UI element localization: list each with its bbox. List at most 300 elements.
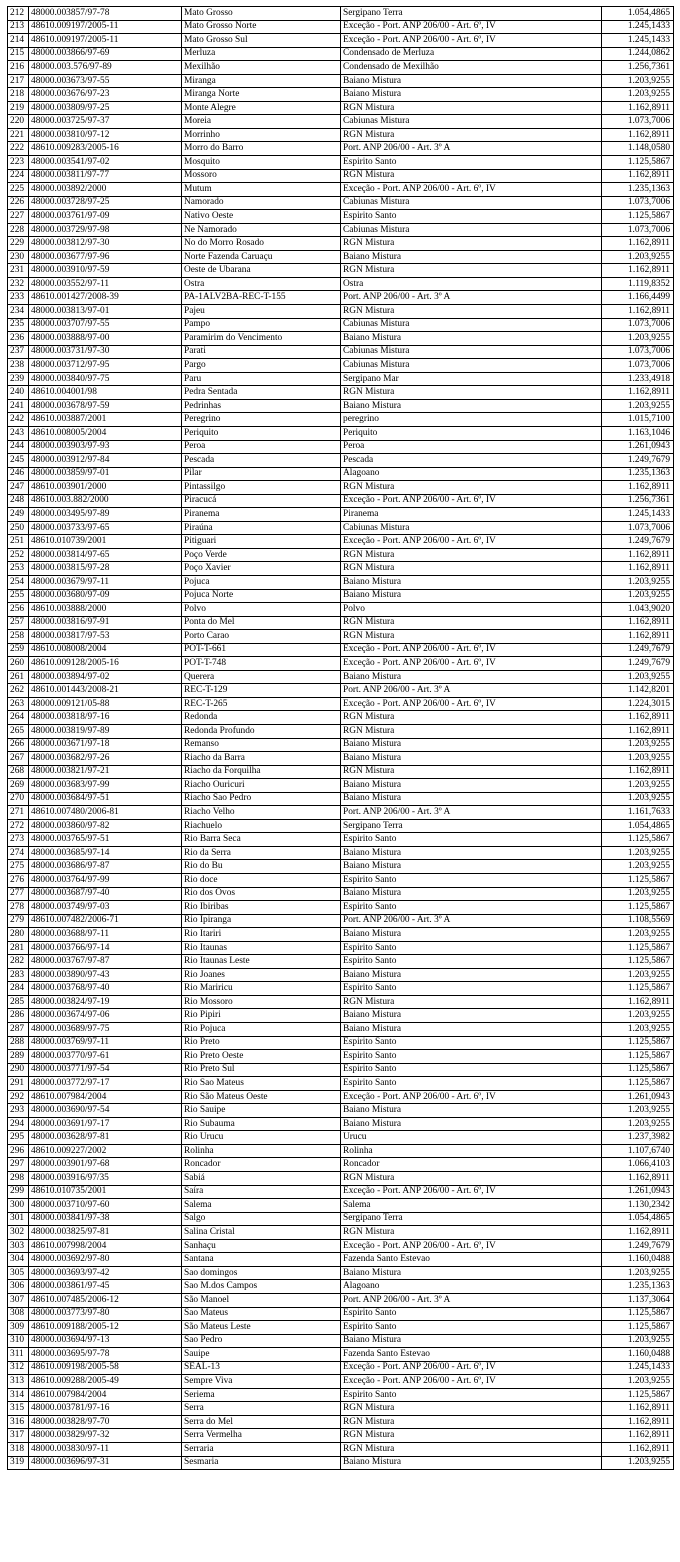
- row-number-cell: 273: [8, 833, 29, 847]
- process-number-cell: 48000.003773/97-80: [29, 1307, 182, 1321]
- oil-type-cell: Espirito Santo: [341, 1388, 602, 1402]
- process-number-cell: 48000.003764/97-99: [29, 874, 182, 888]
- process-number-cell: 48000.003728/97-25: [29, 196, 182, 210]
- row-number-cell: 292: [8, 1090, 29, 1104]
- process-number-cell: 48000.003810/97-12: [29, 128, 182, 142]
- row-number-cell: 229: [8, 237, 29, 251]
- price-value-cell: 1.162,8911: [602, 305, 674, 319]
- oil-type-cell: RGN Mistura: [341, 616, 602, 630]
- price-value-cell: 1.125,5867: [602, 1077, 674, 1091]
- process-number-cell: 48000.003771/97-54: [29, 1063, 182, 1077]
- price-value-cell: 1.256,7361: [602, 494, 674, 508]
- table-row: [8, 724, 674, 738]
- field-name-cell: Rio da Serra: [182, 846, 341, 860]
- oil-type-cell: Espirito Santo: [341, 210, 602, 224]
- price-value-cell: 1.073,7006: [602, 196, 674, 210]
- oil-type-cell: RGN Mistura: [341, 548, 602, 562]
- field-name-cell: Paru: [182, 372, 341, 386]
- field-name-cell: Mato Grosso: [182, 7, 341, 21]
- process-number-cell: 48000.003671/97-18: [29, 738, 182, 752]
- oil-type-cell: RGN Mistura: [341, 169, 602, 183]
- oil-type-cell: Port. ANP 206/00 - Art. 3º A: [341, 291, 602, 305]
- table-row: [8, 156, 674, 170]
- row-number-cell: 243: [8, 426, 29, 440]
- oil-type-cell: Sergipano Terra: [341, 7, 602, 21]
- row-number-cell: 222: [8, 142, 29, 156]
- price-value-cell: 1.119,8352: [602, 277, 674, 291]
- price-value-cell: 1.203,9255: [602, 1456, 674, 1470]
- row-number-cell: 216: [8, 61, 29, 75]
- table-row: [8, 250, 674, 264]
- process-number-cell: 48000.003685/97-14: [29, 846, 182, 860]
- field-name-cell: Rio doce: [182, 874, 341, 888]
- oil-type-cell: Baiano Mistura: [341, 88, 602, 102]
- field-name-cell: Rio Pojuca: [182, 1023, 341, 1037]
- process-number-cell: 48000.003761/97-09: [29, 210, 182, 224]
- field-name-cell: Rio dos Ovos: [182, 887, 341, 901]
- oil-type-cell: Exceção - Port. ANP 206/00 - Art. 6º, IV: [341, 1361, 602, 1375]
- oil-type-cell: Port. ANP 206/00 - Art. 3º A: [341, 806, 602, 820]
- field-name-cell: Moreia: [182, 115, 341, 129]
- row-number-cell: 235: [8, 318, 29, 332]
- oil-type-cell: Salema: [341, 1199, 602, 1213]
- field-name-cell: SEAL-13: [182, 1361, 341, 1375]
- row-number-cell: 213: [8, 20, 29, 34]
- table-row: [8, 183, 674, 197]
- field-name-cell: Saíra: [182, 1185, 341, 1199]
- field-name-cell: Rio Mossoro: [182, 995, 341, 1009]
- process-number-cell: 48000.003673/97-55: [29, 74, 182, 88]
- row-number-cell: 260: [8, 657, 29, 671]
- row-number-cell: 236: [8, 332, 29, 346]
- oil-type-cell: Baiano Mistura: [341, 968, 602, 982]
- oil-type-cell: RGN Mistura: [341, 1429, 602, 1443]
- row-number-cell: 250: [8, 521, 29, 535]
- oil-type-cell: RGN Mistura: [341, 101, 602, 115]
- oil-type-cell: Condensado de Mexilhão: [341, 61, 602, 75]
- field-name-cell: Rio Urucu: [182, 1131, 341, 1145]
- oil-type-cell: Espirito Santo: [341, 874, 602, 888]
- oil-type-cell: Exceção - Port. ANP 206/00 - Art. 6º, IV: [341, 535, 602, 549]
- oil-type-cell: Baiano Mistura: [341, 1266, 602, 1280]
- row-number-cell: 272: [8, 819, 29, 833]
- field-name-cell: Riacho Velho: [182, 806, 341, 820]
- field-name-cell: Morro do Barro: [182, 142, 341, 156]
- price-value-cell: 1.137,3064: [602, 1293, 674, 1307]
- price-value-cell: 1.203,9255: [602, 887, 674, 901]
- field-name-cell: Ostra: [182, 277, 341, 291]
- process-number-cell: 48000.003894/97-02: [29, 670, 182, 684]
- price-value-cell: 1.073,7006: [602, 318, 674, 332]
- table-row: [8, 914, 674, 928]
- oil-type-cell: Espirito Santo: [341, 1321, 602, 1335]
- table-row: [8, 792, 674, 806]
- table-row: [8, 74, 674, 88]
- table-row: [8, 982, 674, 996]
- row-number-cell: 314: [8, 1388, 29, 1402]
- process-number-cell: 48000.003812/97-30: [29, 237, 182, 251]
- oil-type-cell: Espirito Santo: [341, 941, 602, 955]
- row-number-cell: 214: [8, 34, 29, 48]
- oil-type-cell: RGN Mistura: [341, 237, 602, 251]
- field-name-cell: Rio Preto Oeste: [182, 1050, 341, 1064]
- oil-type-cell: Cabiunas Mistura: [341, 521, 602, 535]
- oil-type-cell: Baiano Mistura: [341, 792, 602, 806]
- price-value-cell: 1.203,9255: [602, 74, 674, 88]
- process-number-cell: 48000.003689/97-75: [29, 1023, 182, 1037]
- row-number-cell: 249: [8, 508, 29, 522]
- price-value-cell: 1.261,0943: [602, 1090, 674, 1104]
- process-number-cell: 48000.003628/97-81: [29, 1131, 182, 1145]
- table-row: [8, 616, 674, 630]
- table-row: [8, 874, 674, 888]
- process-number-cell: 48000.003815/97-28: [29, 562, 182, 576]
- row-number-cell: 311: [8, 1348, 29, 1362]
- price-value-cell: 1.162,8911: [602, 765, 674, 779]
- field-name-cell: Pitiguari: [182, 535, 341, 549]
- row-number-cell: 307: [8, 1293, 29, 1307]
- oil-type-cell: Fazenda Santo Estevao: [341, 1348, 602, 1362]
- row-number-cell: 268: [8, 765, 29, 779]
- table-row: [8, 643, 674, 657]
- price-value-cell: 1.162,8911: [602, 995, 674, 1009]
- table-row: [8, 1144, 674, 1158]
- field-name-cell: Rio do Bu: [182, 860, 341, 874]
- field-name-cell: Monte Alegre: [182, 101, 341, 115]
- oil-type-cell: Espirito Santo: [341, 156, 602, 170]
- table-row: [8, 562, 674, 576]
- row-number-cell: 244: [8, 440, 29, 454]
- price-value-cell: 1.162,8911: [602, 711, 674, 725]
- process-number-cell: 48000.003841/97-38: [29, 1212, 182, 1226]
- oil-type-cell: Alagoano: [341, 1280, 602, 1294]
- price-value-cell: 1.162,8911: [602, 724, 674, 738]
- process-number-cell: 48000.003696/97-31: [29, 1456, 182, 1470]
- table-row: [8, 34, 674, 48]
- row-number-cell: 257: [8, 616, 29, 630]
- process-number-cell: 48610.003888/2000: [29, 603, 182, 617]
- process-number-cell: 48000.009121/05-88: [29, 697, 182, 711]
- row-number-cell: 319: [8, 1456, 29, 1470]
- oil-type-cell: Port. ANP 206/00 - Art. 3º A: [341, 914, 602, 928]
- oil-type-cell: Alagoano: [341, 467, 602, 481]
- field-name-cell: Nativo Oeste: [182, 210, 341, 224]
- field-name-cell: Mossoro: [182, 169, 341, 183]
- price-value-cell: 1.249,7679: [602, 535, 674, 549]
- process-number-cell: 48610.009197/2005-11: [29, 20, 182, 34]
- table-row: [8, 440, 674, 454]
- table-row: [8, 575, 674, 589]
- price-value-cell: 1.015,7100: [602, 413, 674, 427]
- process-number-cell: 48000.003731/97-30: [29, 345, 182, 359]
- oil-type-cell: RGN Mistura: [341, 386, 602, 400]
- oil-type-cell: Pescada: [341, 454, 602, 468]
- price-value-cell: 1.162,8911: [602, 548, 674, 562]
- price-value-cell: 1.073,7006: [602, 359, 674, 373]
- process-number-cell: 48000.003688/97-11: [29, 928, 182, 942]
- row-number-cell: 318: [8, 1442, 29, 1456]
- table-row: [8, 968, 674, 982]
- field-name-cell: Rio Itaunas Leste: [182, 955, 341, 969]
- price-value-cell: 1.130,2342: [602, 1199, 674, 1213]
- table-row: [8, 1090, 674, 1104]
- oil-type-cell: RGN Mistura: [341, 128, 602, 142]
- price-value-cell: 1.125,5867: [602, 874, 674, 888]
- process-number-cell: 48000.003857/97-78: [29, 7, 182, 21]
- table-row: [8, 481, 674, 495]
- field-name-cell: Rio São Mateus Oeste: [182, 1090, 341, 1104]
- price-value-cell: 1.125,5867: [602, 156, 674, 170]
- price-value-cell: 1.249,7679: [602, 657, 674, 671]
- field-name-cell: Rio Preto Sul: [182, 1063, 341, 1077]
- field-name-cell: POT-T-661: [182, 643, 341, 657]
- price-value-cell: 1.054,4865: [602, 1212, 674, 1226]
- oil-type-cell: Sergipano Terra: [341, 819, 602, 833]
- field-name-cell: Riachuelo: [182, 819, 341, 833]
- process-number-cell: 48000.003690/97-54: [29, 1104, 182, 1118]
- field-name-cell: Querera: [182, 670, 341, 684]
- price-value-cell: 1.162,8911: [602, 386, 674, 400]
- field-name-cell: Riacho Sao Pedro: [182, 792, 341, 806]
- row-number-cell: 294: [8, 1117, 29, 1131]
- row-number-cell: 274: [8, 846, 29, 860]
- oil-type-cell: RGN Mistura: [341, 711, 602, 725]
- oil-type-cell: Baiano Mistura: [341, 589, 602, 603]
- price-value-cell: 1.203,9255: [602, 250, 674, 264]
- table-row: [8, 413, 674, 427]
- oil-type-cell: RGN Mistura: [341, 724, 602, 738]
- row-number-cell: 287: [8, 1023, 29, 1037]
- oil-type-cell: RGN Mistura: [341, 1442, 602, 1456]
- row-number-cell: 225: [8, 183, 29, 197]
- price-value-cell: 1.203,9255: [602, 589, 674, 603]
- field-name-cell: Pescada: [182, 454, 341, 468]
- price-value-cell: 1.162,8911: [602, 101, 674, 115]
- table-row: [8, 752, 674, 766]
- process-number-cell: 48000.003781/97-16: [29, 1402, 182, 1416]
- oil-type-cell: Exceção - Port. ANP 206/00 - Art. 6º, IV: [341, 697, 602, 711]
- field-name-cell: Remanso: [182, 738, 341, 752]
- price-value-cell: 1.162,8911: [602, 1429, 674, 1443]
- field-name-cell: Pampo: [182, 318, 341, 332]
- oil-type-cell: Exceção - Port. ANP 206/00 - Art. 6º, IV: [341, 34, 602, 48]
- oil-type-cell: Espirito Santo: [341, 901, 602, 915]
- field-name-cell: Rolinha: [182, 1144, 341, 1158]
- process-number-cell: 48000.003725/97-37: [29, 115, 182, 129]
- table-row: [8, 305, 674, 319]
- oil-type-cell: Baiano Mistura: [341, 738, 602, 752]
- table-row: [8, 928, 674, 942]
- price-value-cell: 1.261,0943: [602, 1185, 674, 1199]
- row-number-cell: 265: [8, 724, 29, 738]
- oil-type-cell: Baiano Mistura: [341, 1104, 602, 1118]
- price-value-cell: 1.161,7633: [602, 806, 674, 820]
- oil-type-cell: Cabiunas Mistura: [341, 223, 602, 237]
- row-number-cell: 276: [8, 874, 29, 888]
- process-number-cell: 48000.003695/97-78: [29, 1348, 182, 1362]
- field-name-cell: Rio Mariricu: [182, 982, 341, 996]
- oil-type-cell: Exceção - Port. ANP 206/00 - Art. 6º, IV: [341, 1375, 602, 1389]
- table-row: [8, 1253, 674, 1267]
- field-name-cell: Rio Sao Mateus: [182, 1077, 341, 1091]
- process-number-cell: 48000.003825/97-81: [29, 1226, 182, 1240]
- price-value-cell: 1.125,5867: [602, 941, 674, 955]
- row-number-cell: 298: [8, 1172, 29, 1186]
- table-row: [8, 1361, 674, 1375]
- process-number-cell: 48610.007984/2004: [29, 1090, 182, 1104]
- oil-type-cell: Ostra: [341, 277, 602, 291]
- process-number-cell: 48000.003828/97-70: [29, 1415, 182, 1429]
- process-number-cell: 48000.003817/97-53: [29, 630, 182, 644]
- row-number-cell: 227: [8, 210, 29, 224]
- table-row: [8, 345, 674, 359]
- table-row: [8, 1104, 674, 1118]
- table-row: [8, 630, 674, 644]
- price-value-cell: 1.066,4103: [602, 1158, 674, 1172]
- row-number-cell: 283: [8, 968, 29, 982]
- row-number-cell: 242: [8, 413, 29, 427]
- table-row: [8, 1266, 674, 1280]
- oil-type-cell: Espirito Santo: [341, 955, 602, 969]
- process-number-cell: 48000.003.576/97-89: [29, 61, 182, 75]
- field-name-cell: Salina Cristal: [182, 1226, 341, 1240]
- process-number-cell: 48000.003861/97-45: [29, 1280, 182, 1294]
- oil-type-cell: Exceção - Port. ANP 206/00 - Art. 6º, IV: [341, 643, 602, 657]
- process-number-cell: 48000.003684/97-51: [29, 792, 182, 806]
- row-number-cell: 267: [8, 752, 29, 766]
- field-name-cell: Pintassilgo: [182, 481, 341, 495]
- table-row: [8, 467, 674, 481]
- row-number-cell: 270: [8, 792, 29, 806]
- field-name-cell: REC-T-129: [182, 684, 341, 698]
- table-row: [8, 1172, 674, 1186]
- process-number-cell: 48000.003678/97-59: [29, 399, 182, 413]
- row-number-cell: 296: [8, 1144, 29, 1158]
- field-name-cell: Poço Xavier: [182, 562, 341, 576]
- row-number-cell: 291: [8, 1077, 29, 1091]
- field-name-cell: Norte Fazenda Caruaçu: [182, 250, 341, 264]
- price-value-cell: 1.125,5867: [602, 1036, 674, 1050]
- row-number-cell: 245: [8, 454, 29, 468]
- row-number-cell: 289: [8, 1050, 29, 1064]
- process-number-cell: 48610.007482/2006-71: [29, 914, 182, 928]
- oil-type-cell: Urucu: [341, 1131, 602, 1145]
- process-number-cell: 48000.003860/97-82: [29, 819, 182, 833]
- field-name-cell: Sabiá: [182, 1172, 341, 1186]
- table-row: [8, 210, 674, 224]
- row-number-cell: 309: [8, 1321, 29, 1335]
- oil-type-cell: Port. ANP 206/00 - Art. 3º A: [341, 142, 602, 156]
- process-number-cell: 48000.003691/97-17: [29, 1117, 182, 1131]
- price-value-cell: 1.203,9255: [602, 1009, 674, 1023]
- process-number-cell: 48000.003916/97/35: [29, 1172, 182, 1186]
- oil-type-cell: Baiano Mistura: [341, 575, 602, 589]
- row-number-cell: 293: [8, 1104, 29, 1118]
- process-number-cell: 48610.007984/2004: [29, 1388, 182, 1402]
- oil-type-cell: Baiano Mistura: [341, 752, 602, 766]
- price-value-cell: 1.203,9255: [602, 332, 674, 346]
- price-value-cell: 1.237,3982: [602, 1131, 674, 1145]
- oil-type-cell: Cabiunas Mistura: [341, 359, 602, 373]
- row-number-cell: 233: [8, 291, 29, 305]
- process-number-cell: 48000.003809/97-25: [29, 101, 182, 115]
- field-name-cell: Sauipe: [182, 1348, 341, 1362]
- table-row: [8, 61, 674, 75]
- process-number-cell: 48000.003712/97-95: [29, 359, 182, 373]
- price-value-cell: 1.162,8911: [602, 1442, 674, 1456]
- field-name-cell: Rio Preto: [182, 1036, 341, 1050]
- price-value-cell: 1.162,8911: [602, 237, 674, 251]
- process-number-cell: 48000.003818/97-16: [29, 711, 182, 725]
- oil-type-cell: Port. ANP 206/00 - Art. 3º A: [341, 1293, 602, 1307]
- row-number-cell: 226: [8, 196, 29, 210]
- table-row: [8, 142, 674, 156]
- field-name-cell: Serra Vermelha: [182, 1429, 341, 1443]
- process-number-cell: 48000.003813/97-01: [29, 305, 182, 319]
- table-row: [8, 7, 674, 21]
- field-name-cell: Rio Itariri: [182, 928, 341, 942]
- row-number-cell: 297: [8, 1158, 29, 1172]
- table-row: [8, 1158, 674, 1172]
- table-row: [8, 697, 674, 711]
- row-number-cell: 282: [8, 955, 29, 969]
- process-number-cell: 48610.007485/2006-12: [29, 1293, 182, 1307]
- table-body: [8, 7, 674, 1470]
- field-name-cell: Ponta do Mel: [182, 616, 341, 630]
- price-value-cell: 1.160,0488: [602, 1348, 674, 1362]
- price-value-cell: 1.162,8911: [602, 630, 674, 644]
- field-name-cell: Sempre Viva: [182, 1375, 341, 1389]
- field-name-cell: Merluza: [182, 47, 341, 61]
- field-name-cell: Peregrino: [182, 413, 341, 427]
- row-number-cell: 305: [8, 1266, 29, 1280]
- oil-type-cell: Exceção - Port. ANP 206/00 - Art. 6º, IV: [341, 20, 602, 34]
- oil-type-cell: Sergipano Terra: [341, 1212, 602, 1226]
- price-value-cell: 1.203,9255: [602, 1266, 674, 1280]
- field-name-cell: São Mateus Leste: [182, 1321, 341, 1335]
- process-number-cell: 48610.003887/2001: [29, 413, 182, 427]
- field-name-cell: Sao domingos: [182, 1266, 341, 1280]
- table-row: [8, 955, 674, 969]
- oil-type-cell: Baiano Mistura: [341, 74, 602, 88]
- process-number-cell: 48610.001443/2008-21: [29, 684, 182, 698]
- field-name-cell: Pargo: [182, 359, 341, 373]
- price-value-cell: 1.203,9255: [602, 928, 674, 942]
- price-value-cell: 1.203,9255: [602, 1104, 674, 1118]
- price-value-cell: 1.203,9255: [602, 1334, 674, 1348]
- field-name-cell: Salema: [182, 1199, 341, 1213]
- price-value-cell: 1.203,9255: [602, 1023, 674, 1037]
- table-row: [8, 1226, 674, 1240]
- row-number-cell: 253: [8, 562, 29, 576]
- process-number-cell: 48610.010739/2001: [29, 535, 182, 549]
- row-number-cell: 241: [8, 399, 29, 413]
- oil-type-cell: Espirito Santo: [341, 1063, 602, 1077]
- field-name-cell: Polvo: [182, 603, 341, 617]
- field-name-cell: São Manoel: [182, 1293, 341, 1307]
- oil-type-cell: Baiano Mistura: [341, 1117, 602, 1131]
- table-row: [8, 115, 674, 129]
- row-number-cell: 285: [8, 995, 29, 1009]
- process-number-cell: 48610.009198/2005-58: [29, 1361, 182, 1375]
- price-value-cell: 1.142,8201: [602, 684, 674, 698]
- row-number-cell: 295: [8, 1131, 29, 1145]
- price-value-cell: 1.125,5867: [602, 1063, 674, 1077]
- field-name-cell: Roncador: [182, 1158, 341, 1172]
- oil-type-cell: Baiano Mistura: [341, 670, 602, 684]
- row-number-cell: 279: [8, 914, 29, 928]
- process-number-cell: 48000.003680/97-09: [29, 589, 182, 603]
